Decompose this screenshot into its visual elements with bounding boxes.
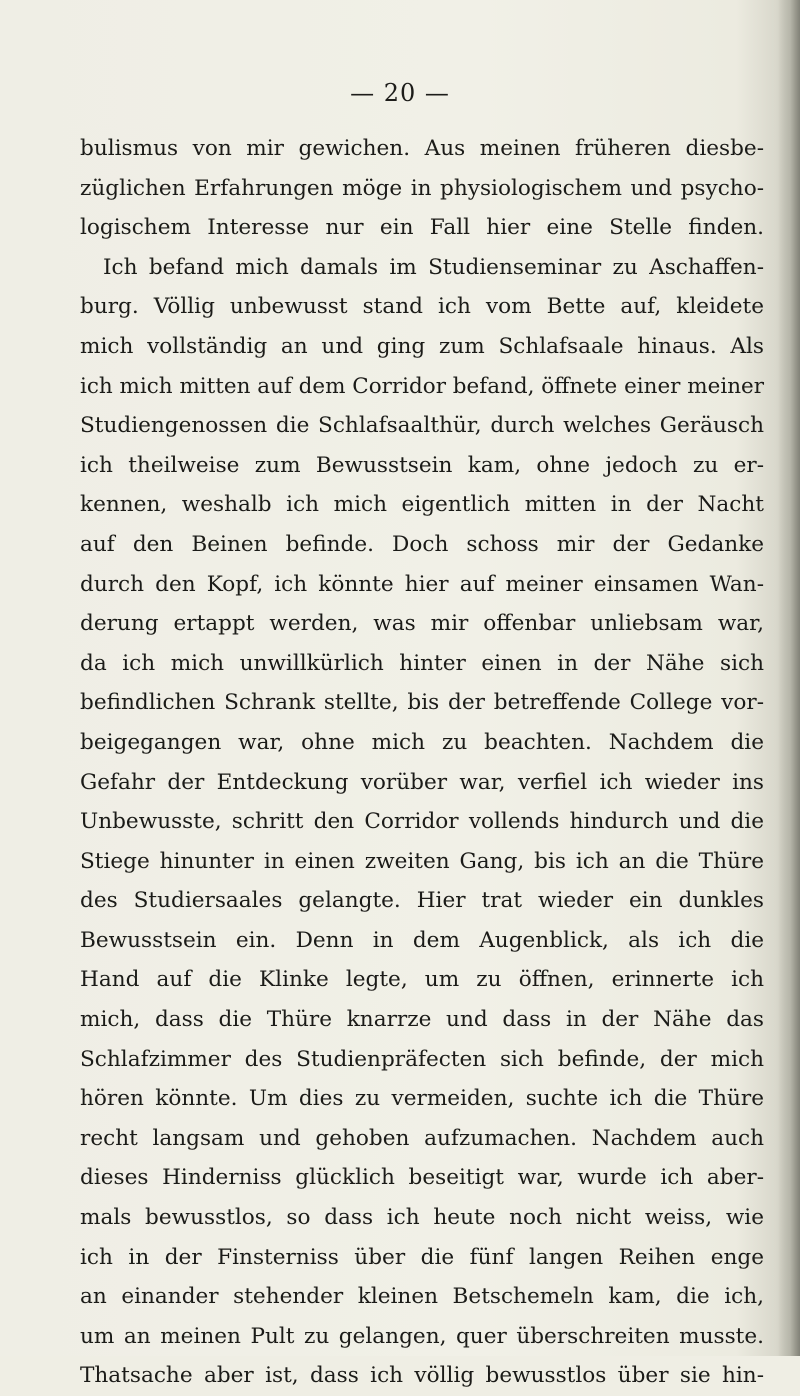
text-line: des Studiersaales gelangte. Hier trat wieder ein dunkles <box>80 888 764 914</box>
text-line: Stiege hinunter in einen zweiten Gang, bis ich an die Thüre <box>80 848 764 874</box>
text-line: beigegangen war, ohne mich zu beachten. Nachdem die <box>80 729 764 755</box>
text-line: hören könnte. Um dies zu vermeiden, suchte ich die Thüre <box>80 1086 764 1112</box>
text-line: ich in der Finsterniss über die fünf langen Reihen enge <box>80 1244 764 1270</box>
text-line: Bewusstsein ein. Denn in dem Augenblick, als ich die <box>80 927 764 953</box>
page-edge-shadow <box>778 0 800 1356</box>
text-line: da ich mich unwillkürlich hinter einen in der Nähe sich <box>80 650 764 676</box>
text-line: befindlichen Schrank stellte, bis der betreffende College vor- <box>80 690 764 716</box>
text-line: bulismus von mir gewichen. Aus meinen früheren diesbe- <box>80 136 764 161</box>
text-line: kennen, weshalb ich mich eigentlich mitten in der Nacht <box>80 492 764 518</box>
text-line: Hand auf die Klinke legte, um zu öffnen, erinnerte ich <box>80 967 764 993</box>
text-line: mich vollständig an und ging zum Schlafsaale hinaus. Als <box>80 333 764 359</box>
text-line: logischem Interesse nur ein Fall hier eine Stelle finden. <box>80 215 764 241</box>
text-line: ich mich mitten auf dem Corridor befand, öffnete einer meiner <box>80 373 764 399</box>
text-line: Unbewusste, schritt den Corridor vollends hindurch und die <box>80 809 764 835</box>
text-line: Gefahr der Entdeckung vorüber war, verfiel ich wieder ins <box>80 769 764 795</box>
text-line: um an meinen Pult zu gelangen, quer überschreiten musste. <box>80 1323 764 1349</box>
text-line: mals bewusstlos, so dass ich heute noch nicht weiss, wie <box>80 1205 764 1231</box>
text-line: recht langsam und gehoben aufzumachen. Nachdem auch <box>80 1125 764 1151</box>
page-number: — 20 — <box>350 79 450 107</box>
text-line: mich, dass die Thüre knarrze und dass in der Nähe das <box>80 1007 764 1033</box>
text-line: durch den Kopf, ich könnte hier auf meiner einsamen Wan- <box>80 571 764 597</box>
text-line: Schlafzimmer des Studienpräfecten sich befinde, der mich <box>80 1046 764 1072</box>
text-line: Studiengenossen die Schlafsaalthür, durch welches Geräusch <box>80 413 764 439</box>
text-line: an einander stehender kleinen Betschemeln kam, die ich, <box>80 1284 764 1310</box>
text-line: burg. Völlig unbewusst stand ich vom Bette auf, kleidete <box>80 294 764 320</box>
text-line: Ich befand mich damals im Studienseminar zu Aschaffen- <box>103 254 764 280</box>
text-line: Thatsache aber ist, dass ich völlig bewusstlos über sie hin- <box>80 1363 764 1389</box>
text-line: derung ertappt werden, was mir offenbar unliebsam war, <box>80 611 764 637</box>
body-text <box>80 129 764 1396</box>
text-line: ich theilweise zum Bewusstsein kam, ohne jedoch zu er- <box>80 452 764 478</box>
text-line: dieses Hinderniss glücklich beseitigt war, wurde ich aber- <box>80 1165 764 1191</box>
text-line: züglichen Erfahrungen möge in physiologischem und psycho- <box>80 175 764 201</box>
text-line: auf den Beinen befinde. Doch schoss mir der Gedanke <box>80 531 764 557</box>
